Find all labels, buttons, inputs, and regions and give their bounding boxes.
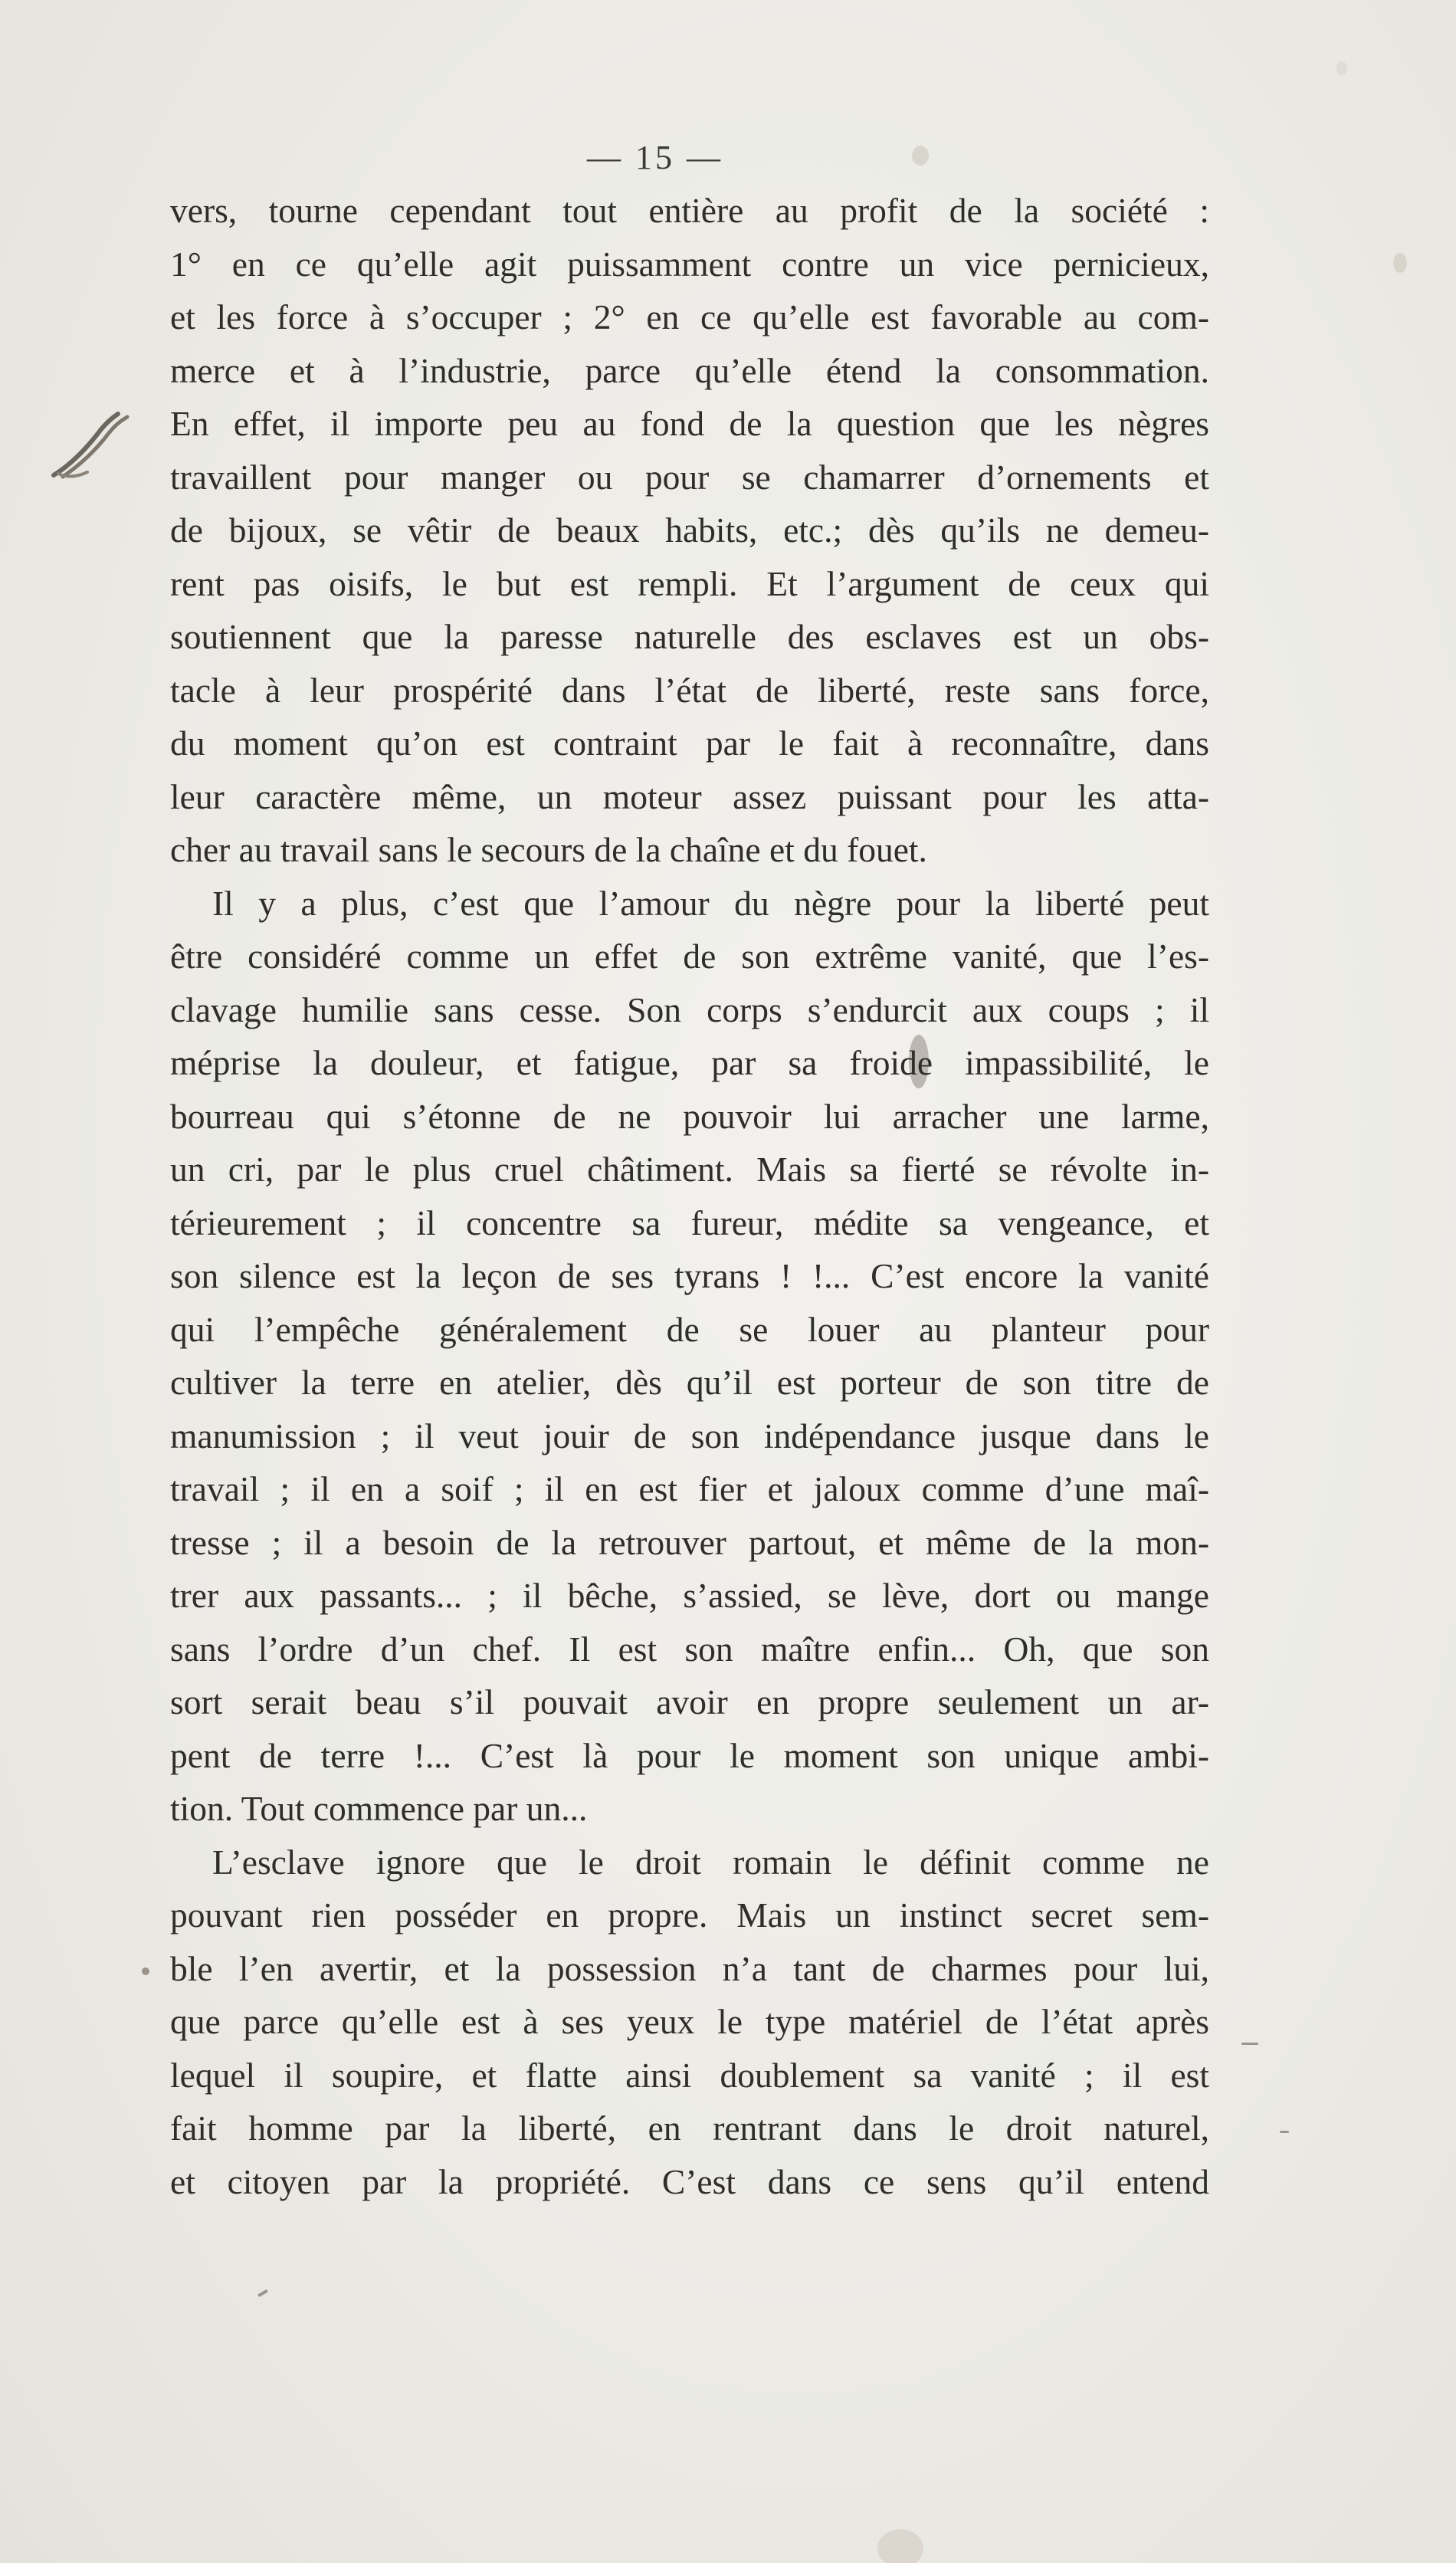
text-line: vers, tourne cependant tout entière au profit de la société :: [170, 191, 1209, 230]
paper-speck: [1280, 2131, 1289, 2133]
text-line: tresse ; il a besoin de la retrouver partout, et même de la mon-: [170, 1522, 1209, 1562]
text-line: rent pas oisifs, le but est rempli. Et l’argument de ceux qui: [170, 563, 1209, 603]
text-line: et citoyen par la propriété. C’est dans ce sens qu’il entend: [170, 2161, 1209, 2201]
text-line: travail ; il en a soif ; il en est fier et jaloux comme d’une maî-: [170, 1469, 1209, 1508]
text-line: térieurement ; il concentre sa fureur, médite sa vengeance, et: [170, 1203, 1209, 1242]
text-line: son silence est la leçon de ses tyrans ! !... C’est encore la vanité: [170, 1256, 1209, 1295]
text-line: ble l’en avertir, et la possession n’a tant de charmes pour lui,: [170, 1948, 1209, 1988]
text-line: bourreau qui s’étonne de ne pouvoir lui arracher une larme,: [170, 1096, 1209, 1136]
text-line: sort serait beau s’il pouvait avoir en propre seulement un ar-: [170, 1682, 1209, 1721]
text-line: manumission ; il veut jouir de son indépendance jusque dans le: [170, 1416, 1209, 1455]
text-line: fait homme par la liberté, en rentrant dans le droit naturel,: [170, 2108, 1209, 2148]
text-line: L’esclave ignore que le droit romain le définit comme ne: [212, 1842, 1209, 1882]
text-line: de bijoux, se vêtir de beaux habits, etc.; dès qu’ils ne demeu-: [170, 510, 1209, 550]
paper-stain: [1393, 253, 1407, 273]
text-line: clavage humilie sans cesse. Son corps s’endurcit aux coups ; il: [170, 989, 1209, 1029]
text-line: cher au travail sans le secours de la chaîne et du fouet.: [170, 830, 927, 869]
text-line: En effet, il importe peu au fond de la question que les nègres: [170, 404, 1209, 443]
page-number: — 15 —: [587, 139, 723, 176]
text-line: pouvant rien posséder en propre. Mais un instinct secret sem-: [170, 1895, 1209, 1935]
text-line: et les force à s’occuper ; 2° en ce qu’elle est favorable au com-: [170, 297, 1209, 336]
text-line: qui l’empêche généralement de se louer au planteur pour: [170, 1309, 1209, 1349]
paper-speck: [257, 2289, 268, 2297]
text-line: leur caractère même, un moteur assez puissant pour les atta-: [170, 776, 1209, 816]
paper-speck: [142, 1967, 149, 1975]
margin-annotation: [48, 406, 139, 491]
text-line: tacle à leur prospérité dans l’état de liberté, reste sans force,: [170, 670, 1209, 710]
text-line: travaillent pour manger ou pour se chamarrer d’ornements et: [170, 457, 1209, 497]
text-line: Il y a plus, c’est que l’amour du nègre pour la liberté peut: [212, 883, 1209, 923]
text-line: du moment qu’on est contraint par le fait à reconnaître, dans: [170, 724, 1209, 763]
text-line: un cri, par le plus cruel châtiment. Mais sa fierté se révolte in-: [170, 1150, 1209, 1189]
text-line: 1° en ce qu’elle agit puissamment contre un vice pernicieux,: [170, 244, 1209, 284]
paragraph: [170, 184, 1209, 877]
paper-stain: [877, 2529, 923, 2563]
text-line: sans l’ordre d’un chef. Il est son maître enfin... Oh, que son: [170, 1629, 1209, 1669]
text-line: que parce qu’elle est à ses yeux le type matériel de l’état après: [170, 2002, 1209, 2041]
paragraph: [170, 1836, 1209, 2209]
paper-speck: [1241, 2043, 1258, 2045]
body-text: [170, 184, 1209, 2208]
text-line: pent de terre !... C’est là pour le moment son unique ambi-: [170, 1735, 1209, 1775]
text-line: tion. Tout commence par un...: [170, 1789, 588, 1828]
text-line: trer aux passants... ; il bêche, s’assied, se lève, dort ou mange: [170, 1576, 1209, 1615]
text-line: merce et à l’industrie, parce qu’elle étend la consommation.: [170, 350, 1209, 390]
text-line: être considéré comme un effet de son extrême vanité, que l’es-: [170, 937, 1209, 976]
paper-stain: [1336, 61, 1347, 75]
text-line: méprise la douleur, et fatigue, par sa froide impassibilité, le: [170, 1043, 1209, 1082]
text-line: soutiennent que la paresse naturelle des esclaves est un obs-: [170, 617, 1209, 656]
text-line: cultiver la terre en atelier, dès qu’il est porteur de son titre de: [170, 1363, 1209, 1402]
text-line: lequel il soupire, et flatte ainsi doublement sa vanité ; il est: [170, 2055, 1209, 2095]
paragraph: [170, 877, 1209, 1836]
